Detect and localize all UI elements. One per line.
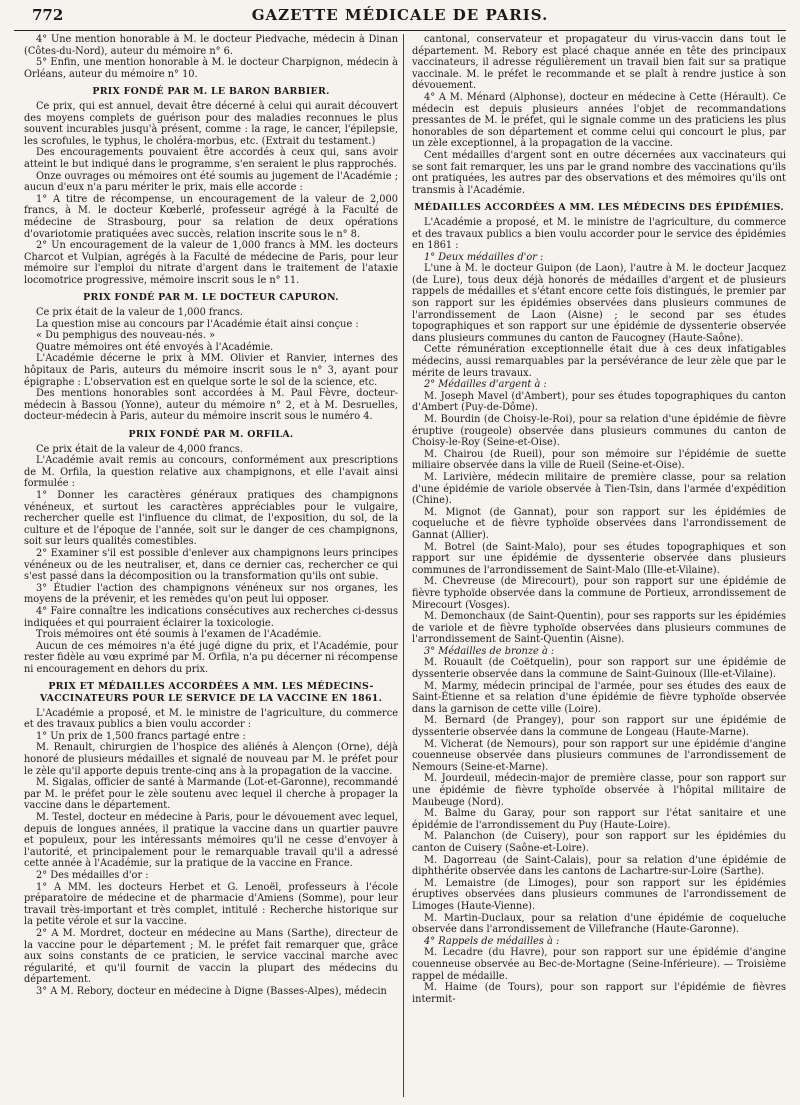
paragraph: M. Marmy, médecin principal de l'armée, pour ses études des eaux de Saint-Étienne et sa relation d'une épidémie de fièvre typhoïde observée dans la garnison de cette ville (Loire).: [412, 680, 786, 715]
paragraph: M. Chairou (de Rueil), pour son mémoire sur l'épidémie de suette miliaire observée dans la ville de Rueil (Seine-et-Oise).: [412, 448, 786, 472]
subheading: 3° Médailles de bronze à :: [424, 645, 555, 657]
paragraph: 5° Enfin, une mention honorable à M. le docteur Charpignon, médecin à Orléans, auteur du mémoire n° 10.: [24, 57, 398, 80]
subheading: 4° Rappels de médailles à :: [424, 935, 560, 947]
paragraph: Onze ouvrages ou mémoires ont été soumis au jugement de l'Académie ; aucun d'eux n'a paru mériter le prix, mais elle accorde :: [24, 170, 398, 194]
paragraph: cantonal, conservateur et propagateur du virus-vaccin dans tout le département. M. Rebory est placé chaque année en tête des principaux vaccinateurs, il adresse régulièrement un travail bien fait sur sa pratique vaccinale. M. le préfet le recommande et se plaît à rendre justice à son dévouement.: [412, 34, 786, 92]
paragraph: 3° A M. Rebory, docteur en médecine à Digne (Basses-Alpes), médecin: [36, 985, 387, 997]
section-heading: PRIX ET MÉDAILLES ACCORDÉES A MM. LES MÉDECINS-VACCINATEURS POUR LE SERVICE DE LA VACCINE EN 1861.: [39, 681, 383, 705]
paragraph: M. Lecadre (du Havre), pour son rapport sur une épidémie d'angine couenneuse observée au Bec-de-Mortagne (Seine-Inférieure). — Troisième rappel de médaille.: [412, 947, 786, 982]
paragraph: 4° Une mention honorable à M. le docteur Piedvache, médecin à Dinan (Côtes-du-Nord), auteur du mémoire n° 6.: [24, 34, 398, 57]
paragraph: M. Vicherat (de Nemours), pour son rapport sur une épidémie d'angine couenneuse observée dans plusieurs communes de l'arrondissement de Nemours (Seine-et-Marne).: [412, 738, 786, 773]
section-heading: PRIX FONDÉ PAR M. LE BARON BARBIER.: [92, 86, 330, 98]
section-heading: PRIX FONDÉ PAR M. ORFILA.: [128, 429, 294, 440]
paragraph: M. Dagorreau (de Saint-Calais), pour sa relation d'une épidémie de diphthérite observée dans les cantons de Lachartre-sur-Loire (Sarthe).: [412, 854, 786, 878]
paragraph: Ce prix, qui est annuel, devait être décerné à celui qui aurait découvert des moyens complets de guérison pour des maladies reconnues le plus souvent incurables jusqu'à présent, comme : la rage, le cancer, l'épilepsie, les scrofules, le typhus, le choléra-morbus, etc. (Extrait du testament.): [24, 100, 398, 147]
paragraph: Aucun de ces mémoires n'a été jugé digne du prix, et l'Académie, pour rester fidèle au vœu exprimé par M. Orfila, n'a pu décerner ni récompense ni encouragement en dehors du prix.: [24, 640, 398, 675]
paragraph: L'Académie avait remis au concours, conformément aux prescriptions de M. Orfila, la question relative aux champignons, et elle l'avait ainsi formulée :: [24, 455, 398, 490]
paragraph: L'Académie a proposé, et M. le ministre de l'agriculture, du commerce et des travaux publics a bien voulu accorder pour le service des épidémies en 1861 :: [412, 216, 786, 252]
paragraph: Des mentions honorables sont accordées à M. Paul Fèvre, docteur-médecin à Bassou (Yonne), auteur du mémoire n° 2, et à M. Desruelles, docteur-médecin à Paris, auteur du mémoire inscrit sous le numéro 4.: [24, 388, 398, 423]
paragraph: Des encouragements pouvaient être accordés à ceux qui, sans avoir atteint le but indiqué dans le programme, s'en seraient le plus rapprochés.: [24, 147, 398, 170]
paragraph: M. Testel, docteur en médecine à Paris, pour le dévouement avec lequel, depuis de longues années, il pratique la vaccine dans un quartier pauvre et populeux, pour les intéressants mémoires qu'il ne cesse d'envoyer à l'autorité, et principalement pour le remarquable travail qu'il a adressé cette année à l'Académie, sur la pratique de la vaccine en France.: [24, 812, 398, 870]
page-header: [14, 0, 786, 31]
paragraph: M. Chevreuse (de Mirecourt), pour son rapport sur une épidémie de fièvre typhoïde observée dans la commune de Portieux, arrondissement de Mirecourt (Vosges).: [412, 576, 786, 611]
paragraph: L'une à M. le docteur Guipon (de Laon), l'autre à M. le docteur Jacquez (de Lure), tous deux déjà honorés de médailles d'argent et de plusieurs rappels de médailles et s'étant encore cette fois distingués, le premier par son rapport sur les épidémies observées dans plusieurs communes de l'arrondissement de Laon (Aisne) ; le second par ses études topographiques et son rapport sur une épidémie de dyssenterie observée dans plusieurs communes du canton de Faucogney (Haute-Saône).: [412, 263, 786, 344]
paragraph: 1° A titre de récompense, un encouragement de la valeur de 2,000 francs, à M. le docteur Kœberlé, professeur agrégé à la Faculté de médecine de Strasbourg, pour sa relation de deux opérations d'ovariotomie pratiquées avec succès, relation inscrite sous le n° 8.: [24, 193, 398, 240]
paragraph: M. Jourdeuil, médecin-major de première classe, pour son rapport sur une épidémie de fièvre typhoïde observée à l'hôpital militaire de Maubeuge (Nord).: [412, 773, 786, 808]
paragraph: M. Rouault (de Coëtquelin), pour son rapport sur une épidémie de dyssenterie observée dans la commune de Saint-Guinoux (Ille-et-Vilaine).: [412, 657, 786, 681]
section-heading: PRIX FONDÉ PAR M. LE DOCTEUR CAPURON.: [83, 292, 339, 304]
paragraph: Quatre mémoires ont été envoyés à l'Académie.: [36, 341, 274, 353]
paragraph: M. Bourdin (de Choisy-le-Roi), pour sa relation d'une épidémie de fièvre éruptive (rougeole) observée dans plusieurs communes du canton de Choisy-le-Roy (Seine-et-Oise).: [412, 414, 786, 449]
paragraph: Trois mémoires ont été soumis à l'examen de l'Académie.: [36, 629, 322, 641]
paragraph: 1° Un prix de 1,500 francs partagé entre :: [36, 730, 246, 742]
column-divider: [403, 34, 404, 1097]
paragraph: M. Balme du Garay, pour son rapport sur l'état sanitaire et une épidémie de l'arrondissement du Puy (Haute-Loire).: [412, 808, 786, 831]
paragraph: 1° A MM. les docteurs Herbet et G. Lenoël, professeurs à l'école préparatoire de médecine et de pharmacie d'Amiens (Somme), pour leur travail très-important et très complet, intitulé : Recherche historique sur la petite vérole et sur la vaccine.: [24, 881, 398, 928]
paragraph: M. Botrel (de Saint-Malo), pour ses études topographiques et son rapport sur une épidémie de dyssenterie observée dans plusieurs communes de l'arrondissement de Saint-Malo (Ille-et-Vilaine).: [412, 541, 786, 576]
subheading: 1° Deux médailles d'or :: [424, 251, 544, 263]
paragraph: M. Mignot (de Gannat), pour son rapport sur les épidémies de coqueluche et de fièvre typhoïde observées dans l'arrondissement de Gannat (Allier).: [412, 506, 786, 541]
paragraph: M. Renault, chirurgien de l'hospice des aliénés à Alençon (Orne), déjà honoré de plusieurs médailles et signalé de nouveau par M. le préfet pour le zèle qu'il apporte depuis trente-cinq ans à la propagation de la vaccine.: [24, 742, 398, 777]
paragraph: M. Martin-Duclaux, pour sa relation d'une épidémie de coqueluche observée dans l'arrondissement de Villefranche (Haute-Garonne).: [412, 912, 786, 936]
paragraph: L'Académie a proposé, et M. le ministre de l'agriculture, du commerce et des travaux publics a bien voulu accorder :: [24, 707, 398, 731]
paragraph: La question mise au concours par l'Académie était ainsi conçue :: [36, 318, 359, 330]
paragraph: M. Haime (de Tours), pour son rapport sur l'épidémie de fièvres intermit-: [412, 982, 786, 1005]
paragraph: M. Sigalas, officier de santé à Marmande (Lot-et-Garonne), recommandé par M. le préfet pour le zèle soutenu avec lequel il cherche à propager la vaccine dans le département.: [24, 777, 398, 812]
section-heading: MÉDAILLES ACCORDÉES A MM. LES MÉDECINS DES ÉPIDÉMIES.: [414, 202, 784, 214]
paragraph: Ce prix était de la valeur de 4,000 francs.: [36, 443, 244, 455]
paragraph: Cette rémunération exceptionnelle était due à ces deux infatigables médecins, aussi remarquables par la persévérance de leur zèle que par le mérite de leurs travaux.: [412, 344, 786, 379]
subheading: 2° Médailles d'argent à :: [424, 379, 547, 391]
paragraph: M. Bernard (de Prangey), pour son rapport sur une épidémie de dyssenterie observée dans la commune de Longeau (Haute-Marne).: [412, 715, 786, 739]
paragraph: M. Lemaistre (de Limoges), pour son rapport sur les épidémies éruptives observées dans plusieurs communes de l'arrondissement de Limoges (Haute-Vienne).: [412, 877, 786, 912]
paragraph: L'Académie décerne le prix à MM. Olivier et Ranvier, internes des hôpitaux de Paris, auteurs du mémoire inscrit sous le n° 3, ayant pour épigraphe : L'observation est en quelque sorte le sol de la science, etc.: [24, 353, 398, 388]
paragraph: M. Demonchaux (de Saint-Quentin), pour ses rapports sur les épidémies de variole et de fièvre typhoïde observées dans plusieurs communes de l'arrondissement de Saint-Quentin (Aisne).: [412, 611, 786, 646]
paragraph: 1° Donner les caractères généraux pratiques des champignons vénéneux, et surtout les caractères appréciables pour le vulgaire, rechercher quelle est l'influence du climat, de l'exposition, du sol, de la culture et de l'époque de l'année, soit sur le danger de ces champignons, soit sur leurs qualités comestibles.: [24, 489, 398, 548]
paragraph: « Du pemphigus des nouveau-nés. »: [36, 330, 216, 342]
article-columns: [14, 34, 786, 1097]
journal-title: GAZETTE MÉDICALE DE PARIS.: [251, 6, 549, 24]
paragraph: 3° Étudier l'action des champignons vénéneux sur nos organes, les moyens de la prévenir, et les remèdes qu'on peut lui opposer.: [24, 582, 398, 606]
paragraph: M. Palanchon (de Cuisery), pour son rapport sur les épidémies du canton de Cuisery (Saône-et-Loire).: [412, 831, 786, 854]
paragraph: 2° Des médailles d'or :: [36, 869, 149, 881]
left-column: [24, 34, 398, 1097]
paragraph: M. Joseph Mavel (d'Ambert), pour ses études topographiques du canton d'Ambert (Puy-de-Dôme).: [412, 390, 786, 414]
paragraph: 2° Examiner s'il est possible d'enlever aux champignons leurs principes vénéneux ou de les neutraliser, et, dans ce dernier cas, rechercher ce qui s'est passé dans la décomposition ou la transformation qu'ils ont subie.: [24, 547, 398, 583]
paragraph: M. Larivière, médecin militaire de première classe, pour sa relation d'une épidémie de variole observée à Tien-Tsin, dans l'armée d'expédition (Chine).: [412, 471, 786, 507]
paragraph: 4° A M. Ménard (Alphonse), docteur en médecine à Cette (Hérault). Ce médecin est depuis plusieurs années l'objet de recommandations pressantes de M. le préfet, qui le signale comme un des praticiens les plus honorables de son département et comme celui qui concourt le plus, par un zèle exceptionnel, à la propagation de la vaccine.: [412, 91, 786, 150]
paragraph: Ce prix était de la valeur de 1,000 francs.: [36, 307, 244, 319]
right-column: [412, 34, 786, 1097]
paragraph: 2° A M. Mordret, docteur en médecine au Mans (Sarthe), directeur de la vaccine pour le département ; M. le préfet fait remarquer que, grâce aux soins constants de ce praticien, le service vaccinal marche avec régularité, et qu'il fournit de vaccin la plupart des médecins du département.: [24, 927, 398, 986]
paragraph: 4° Faire connaître les indications consécutives aux recherches ci-dessus indiquées et qui pourraient éclairer la toxicologie.: [24, 605, 398, 629]
paragraph: Cent médailles d'argent sont en outre décernées aux vaccinateurs qui se sont fait remarquer, les uns par le grand nombre des vaccinations qu'ils ont pratiquées, les autres par des observations et des mémoires qu'ils ont transmis à l'Académie.: [412, 149, 786, 196]
paragraph: 2° Un encouragement de la valeur de 1,000 francs à MM. les docteurs Charcot et Vulpian, agrégés à la Faculté de médecine de Paris, pour leur mémoire sur l'emploi du nitrate d'argent dans le traitement de l'ataxie locomotrice progressive, mémoire inscrit sous le n° 11.: [24, 240, 398, 286]
page-number: 772: [32, 6, 64, 24]
